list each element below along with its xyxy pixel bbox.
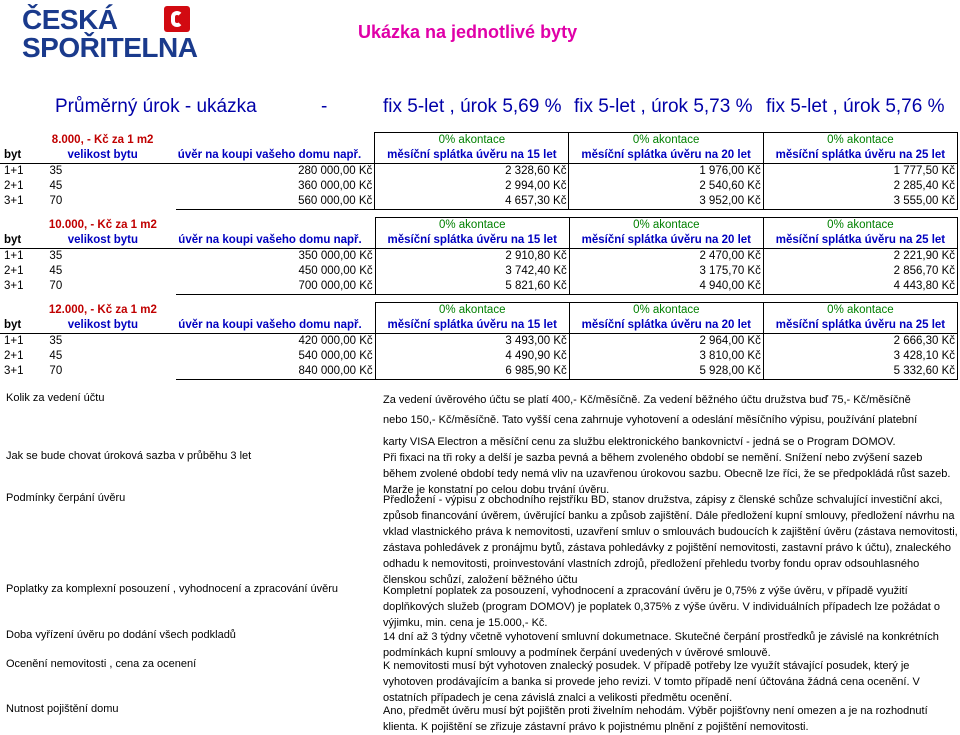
akontace-label: 0% akontace: [375, 218, 569, 234]
cell-loan: 360 000,00 Kč: [176, 179, 375, 194]
col-loan: úvěr na koupi vašeho domu např.: [176, 148, 375, 164]
average-rate-label: Průměrný úrok - ukázka: [55, 96, 257, 117]
col-loan: úvěr na koupi vašeho domu např.: [176, 318, 375, 334]
note-label: Poplatky za komplexní posouzení , vyhodnocení a zpracování úvěru: [6, 583, 339, 595]
page-title: Ukázka na jednotlivé byty: [358, 22, 578, 42]
note-label: Jak se bude chovat úroková sazba v průběhu 3 let: [6, 450, 252, 462]
cell-loan: 450 000,00 Kč: [176, 264, 375, 279]
logo-line1: ČESKÁ: [22, 4, 118, 35]
col-size: velikost bytu: [29, 318, 176, 334]
table-row: [0, 179, 958, 194]
note-label: Podmínky čerpání úvěru: [6, 492, 126, 504]
note-text: 14 dní až 3 týdny včetně vyhotovení smluvní dokumetnace. Skutečné čerpání prostředků je závislé na konkrétních podmínkách kupní smlouvy a podmínek čerpání uvedených v úvěrové smlouvě.: [383, 631, 939, 659]
cell-p25: 5 332,60 Kč: [763, 364, 957, 380]
table-row: [0, 349, 958, 364]
note-text: nebo 150,- Kč/měsíčně. Tato vyšší cena zahrnuje vyhotovení a odeslání měsíčního výpisu, používání platební: [383, 414, 918, 426]
note-text: Ano, předmět úvěru musí být pojištěn proti živelním nehodám. Výběr pojišťovny není omezen a je na rozhodnutí klienta. K pojištění se zřizuje zástavní právo k pojistnému plnění z pojištění nemovitosti.: [383, 705, 928, 733]
fix-rate-3: fix 5-let , úrok 5,76 %: [766, 96, 945, 117]
table-row: [0, 194, 958, 210]
cell-p15: 2 910,80 Kč: [375, 249, 569, 265]
cell-p25: 2 221,90 Kč: [763, 249, 957, 265]
cell-p20: 3 810,00 Kč: [569, 349, 763, 364]
cell-p15: 4 657,30 Kč: [375, 194, 569, 210]
logo-line2: SPOŘITELNA: [22, 32, 198, 63]
cell-loan: 350 000,00 Kč: [176, 249, 375, 265]
cell-p15: 6 985,90 Kč: [375, 364, 569, 380]
cell-loan: 420 000,00 Kč: [176, 334, 375, 350]
table-row: [0, 334, 958, 350]
cell-p25: 2 666,30 Kč: [763, 334, 957, 350]
col-p20: měsíční splátka úvěru na 20 let: [569, 148, 763, 164]
col-size: velikost bytu: [29, 148, 175, 164]
note-label: Doba vyřízení úvěru po dodání všech podkladů: [6, 629, 236, 641]
cell-loan: 560 000,00 Kč: [176, 194, 375, 210]
cell-p20: 2 540,60 Kč: [569, 179, 763, 194]
fix-rate-1: fix 5-let , úrok 5,69 %: [383, 96, 562, 117]
cell-p15: 2 994,00 Kč: [375, 179, 569, 194]
cell-p25: 4 443,80 Kč: [763, 279, 957, 295]
akontace-label: 0% akontace: [375, 303, 569, 319]
akontace-label: 0% akontace: [569, 303, 763, 319]
cell-size: 70: [49, 195, 63, 208]
col-p25: měsíční splátka úvěru na 25 let: [763, 233, 957, 249]
col-p15: měsíční splátka úvěru na 15 let: [375, 318, 569, 334]
akontace-label: 0% akontace: [375, 133, 569, 149]
cell-p20: 5 928,00 Kč: [569, 364, 763, 380]
price-per-m2: 12.000, - Kč za 1 m2: [48, 303, 157, 316]
cell-p15: 5 821,60 Kč: [375, 279, 569, 295]
cell-size: 45: [49, 265, 63, 277]
col-p15: měsíční splátka úvěru na 15 let: [375, 148, 569, 164]
cell-byt: 1+1: [4, 250, 24, 262]
payment-table-2: [0, 217, 958, 295]
col-p25: měsíční splátka úvěru na 25 let: [763, 148, 957, 164]
cell-p15: 4 490,90 Kč: [375, 349, 569, 364]
note-text: K nemovitosti musí být vyhotoven znalecký posudek. V případě potřeby lze využít stávající posudek, který je vyhotoven prodávajícím a banka si provede jeho revizi. V tomto případě není účtována žádná cena ocenění. V ostatních případech je cena závislá znalci a velikosti předmětu ocenění.: [383, 660, 920, 704]
cell-byt: 1+1: [4, 165, 24, 177]
price-per-m2: 10.000, - Kč za 1 m2: [48, 218, 157, 231]
cell-size: 70: [49, 280, 63, 293]
akontace-label: 0% akontace: [763, 303, 957, 319]
cell-loan: 840 000,00 Kč: [176, 364, 375, 380]
payment-table-3: [0, 302, 958, 380]
cell-size: 45: [49, 180, 63, 192]
note-text: Předložení - výpisu z obchodního rejstříku BD, stanov družstva, zápisy z členské schůze schvalující investiční akci, způsob financování úvěrem, úvěrující banku a způsob zajištění. Dále předložení kupní smlouvy, předložení návrhu na vklad vlastnického práva k nemovitosti, uzavření smluv o smlouvách budoucích k zajištění úvěru (zástava nemovitosti, zástava pohledávek z pronájmu bytů, zástava pohledávky z pojištění nemovitosti, zastavní právo k účtu), znaleckého odhadu k nemovitosti, proinvestování vlastních zdrojů, předložení přehledu tvorby fondu oprav odsouhlasného členskou schůzí, založení běžného účtu: [383, 494, 958, 586]
col-p20: měsíční splátka úvěru na 20 let: [569, 233, 763, 249]
col-p25: měsíční splátka úvěru na 25 let: [763, 318, 957, 334]
table-row: [0, 264, 958, 279]
note-label: Ocenění nemovitosti , cena za ocenení: [6, 658, 197, 670]
cell-byt: 2+1: [4, 180, 24, 192]
cell-size: 45: [49, 350, 63, 362]
akontace-label: 0% akontace: [763, 133, 957, 149]
col-byt: byt: [0, 318, 29, 334]
cell-byt: 3+1: [4, 365, 24, 378]
average-rate-row: [0, 96, 960, 120]
note-text: karty VISA Electron a měsíční cenu za službu elektronického bankovnictví - jedná se o Program DOMOV.: [383, 436, 896, 448]
col-size: velikost bytu: [29, 233, 176, 249]
col-p20: měsíční splátka úvěru na 20 let: [569, 318, 763, 334]
col-loan: úvěr na koupi vašeho domu např.: [176, 233, 375, 249]
cell-byt: 1+1: [4, 335, 24, 347]
logo-s-mark-icon: [164, 6, 190, 32]
table-row: [0, 279, 958, 295]
cell-size: 35: [49, 335, 63, 347]
cell-p25: 2 285,40 Kč: [763, 179, 957, 194]
col-p15: měsíční splátka úvěru na 15 let: [375, 233, 569, 249]
cell-loan: 540 000,00 Kč: [176, 349, 375, 364]
note-text: Za vedení úvěrového účtu se platí 400,- Kč/měsíčně. Za vedení běžného účtu družstva buď 75,- Kč/měsíčně: [383, 394, 911, 406]
cell-byt: 3+1: [4, 280, 24, 293]
akontace-label: 0% akontace: [569, 218, 763, 234]
table-row: [0, 164, 958, 180]
cell-size: 70: [49, 365, 63, 378]
note-text: Při fixaci na tři roky a delší je sazba pevná a během zvoleného období se nemění. Snížení nebo zvýšení sazeb během zvolené období tedy nemá vliv na uzavřenou úrokovou sazbu. Obecně lze říci, že se předpokládá růst sazeb. Marže je konstatní po celou dobu trvání úvěru.: [383, 452, 951, 496]
cell-p25: 3 428,10 Kč: [763, 349, 957, 364]
payment-table-1: [0, 132, 958, 210]
table-row: [0, 364, 958, 380]
cell-byt: 2+1: [4, 265, 24, 277]
price-per-m2: 8.000, - Kč za 1 m2: [51, 133, 154, 146]
cell-loan: 700 000,00 Kč: [176, 279, 375, 295]
col-byt: byt: [0, 233, 29, 249]
fix-rate-2: fix 5-let , úrok 5,73 %: [574, 96, 753, 117]
cell-p20: 3 175,70 Kč: [569, 264, 763, 279]
cell-p15: 2 328,60 Kč: [375, 164, 569, 180]
cell-loan: 280 000,00 Kč: [176, 164, 375, 180]
note-text: Kompletní poplatek za posouzení, vyhodnocení a zpracování úvěru je 0,75% z výše úvěru, v případě využití doplňkových služeb (program DOMOV) je poplatek 0,375% z výše úvěru. V individuálních případech lze požádat o výjimku, min. cena je 15.000,- Kč.: [383, 585, 941, 629]
average-rate-dash: -: [321, 96, 328, 117]
cell-p20: 1 976,00 Kč: [569, 164, 763, 180]
akontace-label: 0% akontace: [569, 133, 763, 149]
note-label: Nutnost pojištění domu: [6, 703, 119, 715]
akontace-label: 0% akontace: [763, 218, 957, 234]
cell-p15: 3 742,40 Kč: [375, 264, 569, 279]
cell-p20: 4 940,00 Kč: [569, 279, 763, 295]
cell-byt: 2+1: [4, 350, 24, 362]
cell-p25: 3 555,00 Kč: [763, 194, 957, 210]
ceska-sporitelna-logo: [22, 4, 198, 63]
note-label: Kolik za vedení účtu: [6, 392, 105, 404]
cell-p20: 2 964,00 Kč: [569, 334, 763, 350]
col-byt: byt: [0, 148, 29, 164]
cell-size: 35: [49, 165, 63, 177]
cell-p20: 3 952,00 Kč: [569, 194, 763, 210]
cell-p25: 1 777,50 Kč: [763, 164, 957, 180]
cell-byt: 3+1: [4, 195, 24, 208]
cell-p20: 2 470,00 Kč: [569, 249, 763, 265]
cell-p15: 3 493,00 Kč: [375, 334, 569, 350]
table-row: [0, 249, 958, 265]
cell-p25: 2 856,70 Kč: [763, 264, 957, 279]
cell-size: 35: [49, 250, 63, 262]
